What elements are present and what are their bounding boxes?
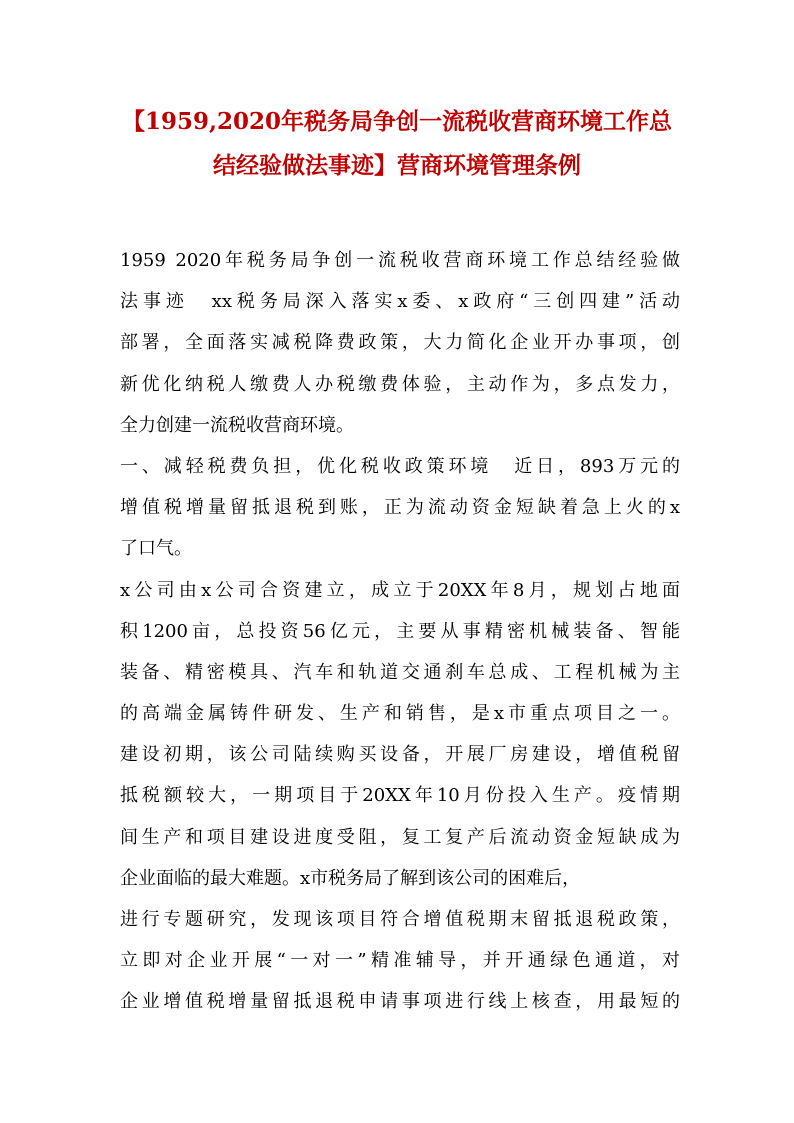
- paragraph-line: 的高端金属铸件研发、生产和销售，是x市重点项目之一。: [120, 703, 680, 725]
- paragraph-line: x公司由x公司合资建立，成立于20XX年8月，规划占地面: [120, 579, 680, 601]
- paragraph-line: 企业面临的最大难题。x市税务局了解到该公司的困难后，: [120, 867, 581, 889]
- paragraph-line: 立即对企业开展“一对一”精准辅导，并开通绿色通道，对: [120, 950, 680, 972]
- paragraph-line: 装备、精密模具、汽车和轨道交通刹车总成、工程机械为主: [120, 661, 680, 683]
- paragraph-line: 全力创建一流税收营商环境。: [120, 414, 354, 436]
- paragraph-line: 增值税增量留抵退税到账，正为流动资金短缺着急上火的x: [120, 497, 680, 519]
- title-line: 结经验做法事迹】营商环境管理条例: [213, 152, 581, 179]
- paragraph-line: 新优化纳税人缴费人办税缴费体验，主动作为，多点发力，: [120, 373, 680, 395]
- paragraph-line: 抵税额较大，一期项目于20XX年10月份投入生产。疫情期: [120, 785, 680, 807]
- paragraph-line: 了口气。: [120, 538, 192, 560]
- paragraph-line: 积1200亩，总投资56亿元，主要从事精密机械装备、智能: [120, 620, 680, 642]
- paragraph-line: 建设初期，该公司陆续购买设备，开展厂房建设，增值税留: [120, 744, 680, 766]
- paragraph-line: 一、减轻税费负担，优化税收政策环境 近日，893万元的: [120, 455, 680, 477]
- paragraph-line: 企业增值税增量留抵退税申请事项进行线上核查，用最短的: [120, 991, 680, 1013]
- paragraph-line: 法事迹 xx税务局深入落实x委、x政府“三创四建”活动: [120, 291, 680, 313]
- paragraph-line: 间生产和项目建设进度受阻，复工复产后流动资金短缺成为: [120, 826, 680, 848]
- paragraph-line: 1959 2020年税务局争创一流税收营商环境工作总结经验做: [120, 250, 680, 271]
- paragraph-line: 进行专题研究，发现该项目符合增值税期末留抵退税政策，: [120, 909, 680, 930]
- paragraph-line: 部署，全面落实减税降费政策，大力简化企业开办事项，创: [120, 332, 680, 354]
- document-title: [110, 100, 684, 188]
- body-text: [120, 240, 680, 1023]
- title-line: 【1959,2020年税务局争创一流税收营商环境工作总: [121, 108, 673, 135]
